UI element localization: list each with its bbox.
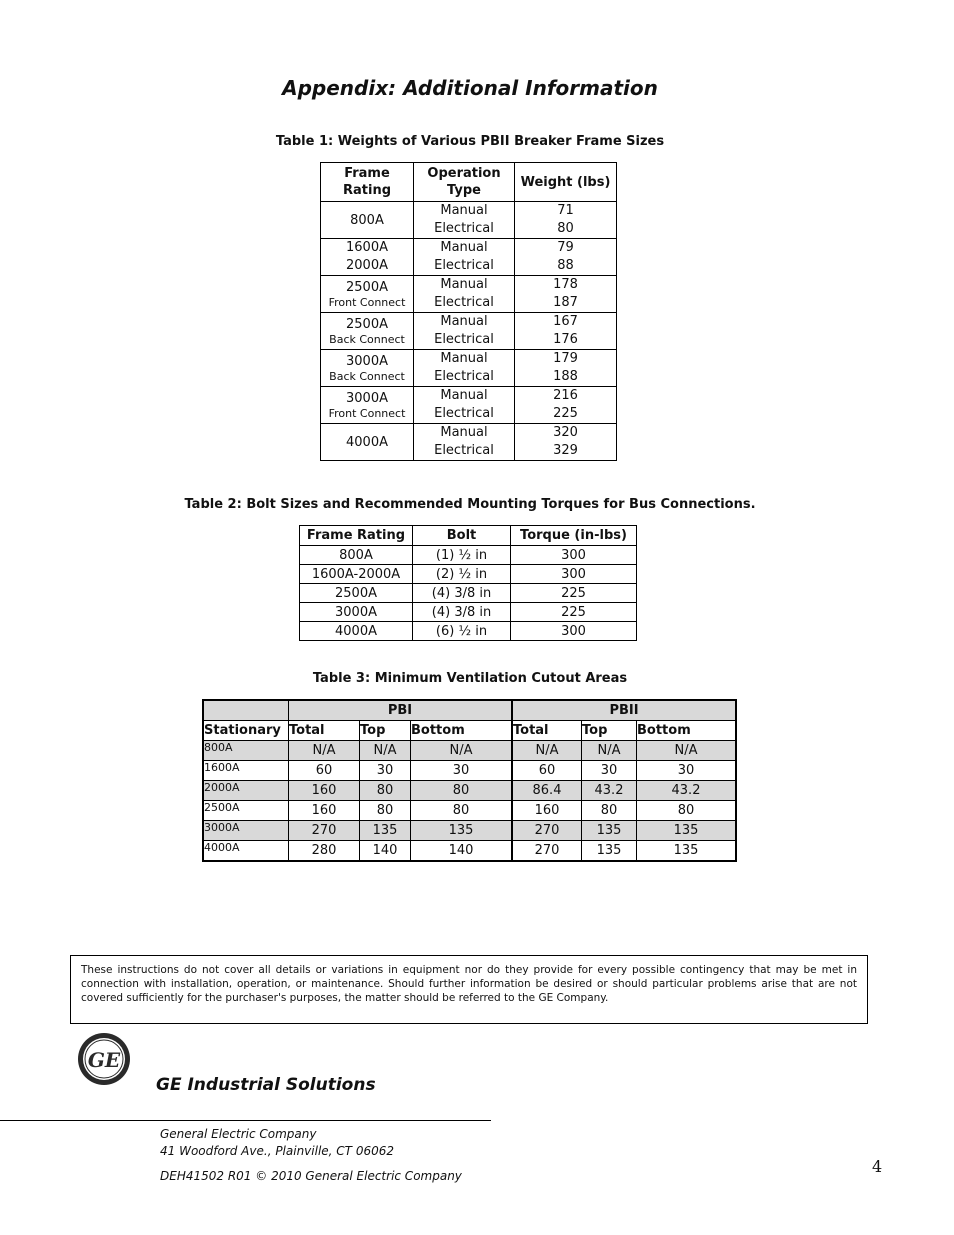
column-header: Top xyxy=(582,721,637,741)
row-label: 1600A xyxy=(203,761,289,781)
address-line-1: General Electric Company xyxy=(160,1127,317,1141)
table-cell: 43.2 xyxy=(582,781,637,801)
operation-type-cell: Manual Electrical xyxy=(414,424,515,461)
table-cell: 80 xyxy=(582,801,637,821)
operation-type-cell: Manual Electrical xyxy=(414,202,515,239)
table-cell: 30 xyxy=(360,761,411,781)
table-cell: 270 xyxy=(512,821,582,841)
frame-rating-cell: 3000A Back Connect xyxy=(321,350,414,387)
table-row xyxy=(321,424,617,461)
table-cell: 135 xyxy=(637,821,737,841)
table-row xyxy=(321,387,617,424)
svg-text:GE: GE xyxy=(87,1048,121,1072)
operation-type-cell: Manual Electrical xyxy=(414,350,515,387)
frame-rating-cell: 3000A Front Connect xyxy=(321,387,414,424)
torque-cell: 300 xyxy=(511,622,637,641)
weight-cell: 167 176 xyxy=(515,313,617,350)
table-row xyxy=(300,565,637,584)
table-row xyxy=(321,350,617,387)
group-header-pbi: PBI xyxy=(289,700,513,721)
table-cell: 270 xyxy=(512,841,582,862)
frame-rating-cell: 800A xyxy=(321,202,414,239)
table-cell: 135 xyxy=(360,821,411,841)
table-group-row xyxy=(203,700,736,721)
table-cell: 135 xyxy=(582,841,637,862)
bolt-cell: (4) 3/8 in xyxy=(413,603,511,622)
company-name: GE Industrial Solutions xyxy=(156,1075,376,1095)
table-cell: N/A xyxy=(411,741,513,761)
column-header: Total xyxy=(512,721,582,741)
empty-corner-cell xyxy=(203,700,289,721)
column-header: Operation Type xyxy=(414,163,515,202)
operation-type-cell: Manual Electrical xyxy=(414,276,515,313)
table-row xyxy=(300,603,637,622)
weights-table xyxy=(320,162,617,461)
column-header: Bottom xyxy=(637,721,737,741)
table-cell: 270 xyxy=(289,821,360,841)
table-cell: 160 xyxy=(289,801,360,821)
weight-cell: 178 187 xyxy=(515,276,617,313)
table1-caption: Table 1: Weights of Various PBII Breaker Frame Sizes xyxy=(275,134,665,149)
table-cell: 60 xyxy=(289,761,360,781)
table-row xyxy=(203,781,736,801)
table-cell: 86.4 xyxy=(512,781,582,801)
column-header: Frame Rating xyxy=(300,526,413,546)
footer-divider xyxy=(0,1120,491,1121)
table-header-row xyxy=(321,163,617,202)
table-row xyxy=(321,313,617,350)
page-title: Appendix: Additional Information xyxy=(282,76,658,100)
group-header-pbii: PBII xyxy=(512,700,736,721)
bolt-torque-table xyxy=(299,525,637,641)
torque-cell: 300 xyxy=(511,565,637,584)
disclaimer-box: These instructions do not cover all details or variations in equipment nor do they provide for every possible contingency that may be met in connection with installation, operation, or maintenance. Should further information be desired or should particular problems arise that are not covered sufficiently for the purchaser's purposes, the matter should be referred to the GE Company. xyxy=(70,955,868,1024)
torque-cell: 225 xyxy=(511,584,637,603)
table-cell: 43.2 xyxy=(637,781,737,801)
frame-rating-cell: 2500A Front Connect xyxy=(321,276,414,313)
table3-caption: Table 3: Minimum Ventilation Cutout Areas xyxy=(312,671,628,686)
table-cell: 30 xyxy=(411,761,513,781)
table-row xyxy=(300,622,637,641)
column-header: Total xyxy=(289,721,360,741)
page-number: 4 xyxy=(872,1157,883,1176)
table-cell: 80 xyxy=(360,801,411,821)
row-label: 3000A xyxy=(203,821,289,841)
table-cell: 140 xyxy=(411,841,513,862)
column-header: Frame Rating xyxy=(321,163,414,202)
column-header: Bottom xyxy=(411,721,513,741)
row-label: 2500A xyxy=(203,801,289,821)
table-cell: 80 xyxy=(360,781,411,801)
column-header: Top xyxy=(360,721,411,741)
table-header-row xyxy=(203,721,736,741)
table-cell: 280 xyxy=(289,841,360,862)
table-row xyxy=(321,276,617,313)
weight-cell: 179 188 xyxy=(515,350,617,387)
table-cell: N/A xyxy=(512,741,582,761)
column-header: Stationary xyxy=(203,721,289,741)
table-header-row xyxy=(300,526,637,546)
address-line-2: 41 Woodford Ave., Plainville, CT 06062 xyxy=(160,1144,394,1158)
table-cell: 80 xyxy=(637,801,737,821)
weight-cell: 320 329 xyxy=(515,424,617,461)
frame-rating-cell: 800A xyxy=(300,546,413,565)
table-cell: 160 xyxy=(289,781,360,801)
table-row xyxy=(203,761,736,781)
table-row xyxy=(203,841,736,862)
frame-rating-cell: 3000A xyxy=(300,603,413,622)
column-header: Bolt xyxy=(413,526,511,546)
table-cell: 140 xyxy=(360,841,411,862)
table-row xyxy=(300,546,637,565)
document-id: DEH41502 R01 © 2010 General Electric Company xyxy=(160,1169,462,1183)
frame-rating-cell: 2500A xyxy=(300,584,413,603)
frame-rating-cell: 4000A xyxy=(300,622,413,641)
table-cell: 80 xyxy=(411,801,513,821)
torque-cell: 225 xyxy=(511,603,637,622)
bolt-cell: (2) ½ in xyxy=(413,565,511,584)
ge-logo-icon xyxy=(77,1032,131,1086)
row-label: 800A xyxy=(203,741,289,761)
operation-type-cell: Manual Electrical xyxy=(414,239,515,276)
table-cell: 30 xyxy=(582,761,637,781)
weight-cell: 71 80 xyxy=(515,202,617,239)
table-cell: N/A xyxy=(289,741,360,761)
table2-caption: Table 2: Bolt Sizes and Recommended Mounting Torques for Bus Connections. xyxy=(184,497,756,512)
operation-type-cell: Manual Electrical xyxy=(414,387,515,424)
row-label: 4000A xyxy=(203,841,289,862)
table-cell: N/A xyxy=(582,741,637,761)
frame-rating-cell: 1600A 2000A xyxy=(321,239,414,276)
weight-cell: 79 88 xyxy=(515,239,617,276)
table-cell: 60 xyxy=(512,761,582,781)
frame-rating-cell: 4000A xyxy=(321,424,414,461)
table-row xyxy=(300,584,637,603)
table-cell: N/A xyxy=(637,741,737,761)
table-cell: 135 xyxy=(637,841,737,862)
table-cell: 135 xyxy=(411,821,513,841)
frame-rating-cell: 2500A Back Connect xyxy=(321,313,414,350)
table-row xyxy=(203,821,736,841)
bolt-cell: (6) ½ in xyxy=(413,622,511,641)
table-cell: N/A xyxy=(360,741,411,761)
table-cell: 160 xyxy=(512,801,582,821)
row-label: 2000A xyxy=(203,781,289,801)
column-header: Torque (in-lbs) xyxy=(511,526,637,546)
table-cell: 30 xyxy=(637,761,737,781)
torque-cell: 300 xyxy=(511,546,637,565)
table-row xyxy=(321,202,617,239)
bolt-cell: (1) ½ in xyxy=(413,546,511,565)
bolt-cell: (4) 3/8 in xyxy=(413,584,511,603)
table-row xyxy=(321,239,617,276)
table-row xyxy=(203,801,736,821)
ventilation-table xyxy=(202,699,737,862)
frame-rating-cell: 1600A-2000A xyxy=(300,565,413,584)
table-cell: 135 xyxy=(582,821,637,841)
table-row xyxy=(203,741,736,761)
table-cell: 80 xyxy=(411,781,513,801)
column-header: Weight (lbs) xyxy=(515,163,617,202)
operation-type-cell: Manual Electrical xyxy=(414,313,515,350)
weight-cell: 216 225 xyxy=(515,387,617,424)
